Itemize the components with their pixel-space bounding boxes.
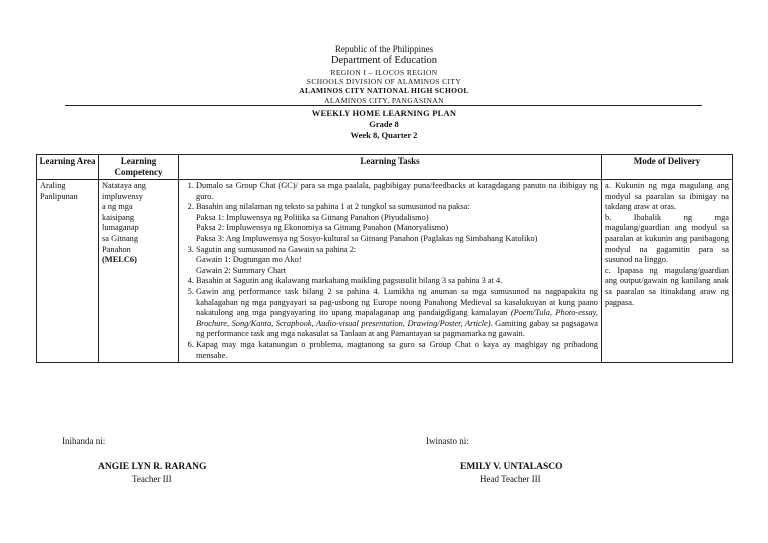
competency-code: (MELC6) — [102, 255, 137, 265]
header-learning-area: Learning Area — [37, 155, 99, 180]
task-output-options: (Poem/Tula, Photo-essay, Brochure, Song/Kanta, Scrapbook, Audio-visual presentation, Drawing/Poster, Article). — [196, 308, 598, 328]
task-text: Gawin ang performance task bilang 2 sa pahina 4. Lumikha ng anuman sa mga sumusunod na nagpapakita ng kahalagahan ng mga pangyayari sa pag-usbong ng Europe noong Panahong Medieval sa kasalukuyan at kung paano nakatulong ang mga pangyayaring ito upang mapalaganap ang pandaigdigang kamalayan — [196, 286, 598, 318]
region-line: REGION I – ILOCOS REGION — [330, 68, 438, 77]
header-tasks: Learning Tasks — [179, 155, 602, 180]
learning-plan-table — [36, 154, 733, 363]
reviewer-title: Head Teacher III — [480, 474, 541, 484]
competency-line: a ng mga — [102, 202, 133, 212]
learning-area-line: Araling — [40, 181, 66, 190]
delivery-item: b. Ibabalik ng mga magulang/guardian ang modyul sa paaralan at kukunin ang panibagong modyul na gagamitin para sa susunod na linggo. — [605, 212, 729, 265]
header-delivery: Mode of Delivery — [602, 155, 733, 180]
task-item — [196, 181, 598, 202]
delivery-item: a. Kukunin ng mga magulang ang modyul sa paaralan sa ibinigay na takdang araw at oras. — [605, 181, 729, 212]
preparer-name: ANGIE LYN R. RARANG — [98, 462, 207, 472]
activity-line: Gawain 1: Dugtungan mo Ako! — [196, 255, 302, 265]
tasks-cell — [179, 180, 602, 363]
task-item — [196, 340, 598, 361]
republic-line: Republic of the Philippines — [334, 44, 434, 54]
header-divider — [65, 105, 702, 106]
competency-line: impluwensy — [102, 191, 143, 201]
learning-area-line: Panlipunan — [40, 191, 78, 201]
school-line: ALAMINOS CITY NATIONAL HIGH SCHOOL — [299, 86, 469, 95]
topic-line: Paksa 1: Impluwensya ng Politika sa Gitnang Panahon (Piyudalismo) — [196, 212, 429, 222]
delivery-item: c. Ipapasa ng magulang/guardian ang output/gawain ng kanilang anak sa paaralan sa itinakdang araw ng pagpasa. — [605, 265, 729, 307]
reviewer-name: EMILY V. UNTALASCO — [460, 462, 563, 472]
topic-line: Paksa 2: Impluwensya ng Ekonomiya sa Gitnang Panahon (Manoryalismo) — [196, 223, 449, 233]
task-text: Basahin at Sagutin ang ikalawang markahang maikling pagsusulit bilang 3 sa pahina 3 at 4. — [196, 276, 503, 286]
competency-cell — [99, 180, 179, 363]
competency-line: Panahon — [102, 244, 131, 254]
task-item — [196, 202, 598, 244]
competency-line: kaisipang — [102, 212, 135, 222]
competency-line: lumaganap — [102, 223, 139, 233]
task-item — [196, 245, 598, 277]
topic-line: Paksa 3: Ang Impluwensya ng Sosyo-kultural sa Gitnang Panahon (Paglakas ng Simbahang Katoliko) — [196, 233, 538, 243]
competency-line: sa Gitnang — [102, 233, 139, 243]
department-line: Department of Education — [330, 55, 438, 66]
division-line: SCHOOLS DIVISION OF ALAMINOS CITY — [306, 77, 462, 86]
delivery-cell — [602, 180, 733, 363]
task-item — [196, 287, 598, 340]
address-line: ALAMINOS CITY, PANGASINAN — [324, 96, 444, 105]
preparer-title: Teacher III — [132, 474, 172, 484]
plan-grade: Grade 8 — [369, 119, 399, 129]
prepared-by-label: Inihanda ni: — [62, 436, 106, 446]
learning-area-cell — [37, 180, 99, 363]
noted-by-label: Iwinasto ni: — [426, 436, 469, 446]
table-header-row — [37, 155, 733, 180]
task-list — [182, 181, 598, 361]
activity-line: Gawain 2: Summary Chart — [196, 265, 287, 275]
task-text: Dumalo sa Group Chat (GC)/ para sa mga paalala, pagbibigay puna/feedbacks at karagdagang panuto na ibibigay ng guro. — [196, 181, 598, 201]
task-text: 3. Sagutin ang sumusunod na Gawain sa pahina 2: — [196, 244, 357, 254]
plan-period: Week 8, Quarter 2 — [350, 130, 418, 140]
task-text: 2. Basahin ang nilalaman ng teksto sa pahina 1 at 2 tungkol sa sumusunod na paksa: — [196, 202, 470, 212]
header-competency: Learning Competency — [99, 155, 179, 180]
table-row — [37, 180, 733, 363]
competency-line: Natataya ang — [102, 181, 146, 190]
plan-title: WEEKLY HOME LEARNING PLAN — [311, 108, 457, 118]
task-item — [196, 276, 598, 287]
task-text: Gamiting gabay sa pagsagawa ng performance task ang mga nakasulat sa Tanlaan at ang Pamantayan sa pagmamarka ng gawain. — [196, 318, 598, 339]
task-text: Kapag may mga katanungan o problema, magtanong sa guro sa Group Chat o kaya ay magbigay ng pribadong mensahe. — [196, 339, 598, 360]
